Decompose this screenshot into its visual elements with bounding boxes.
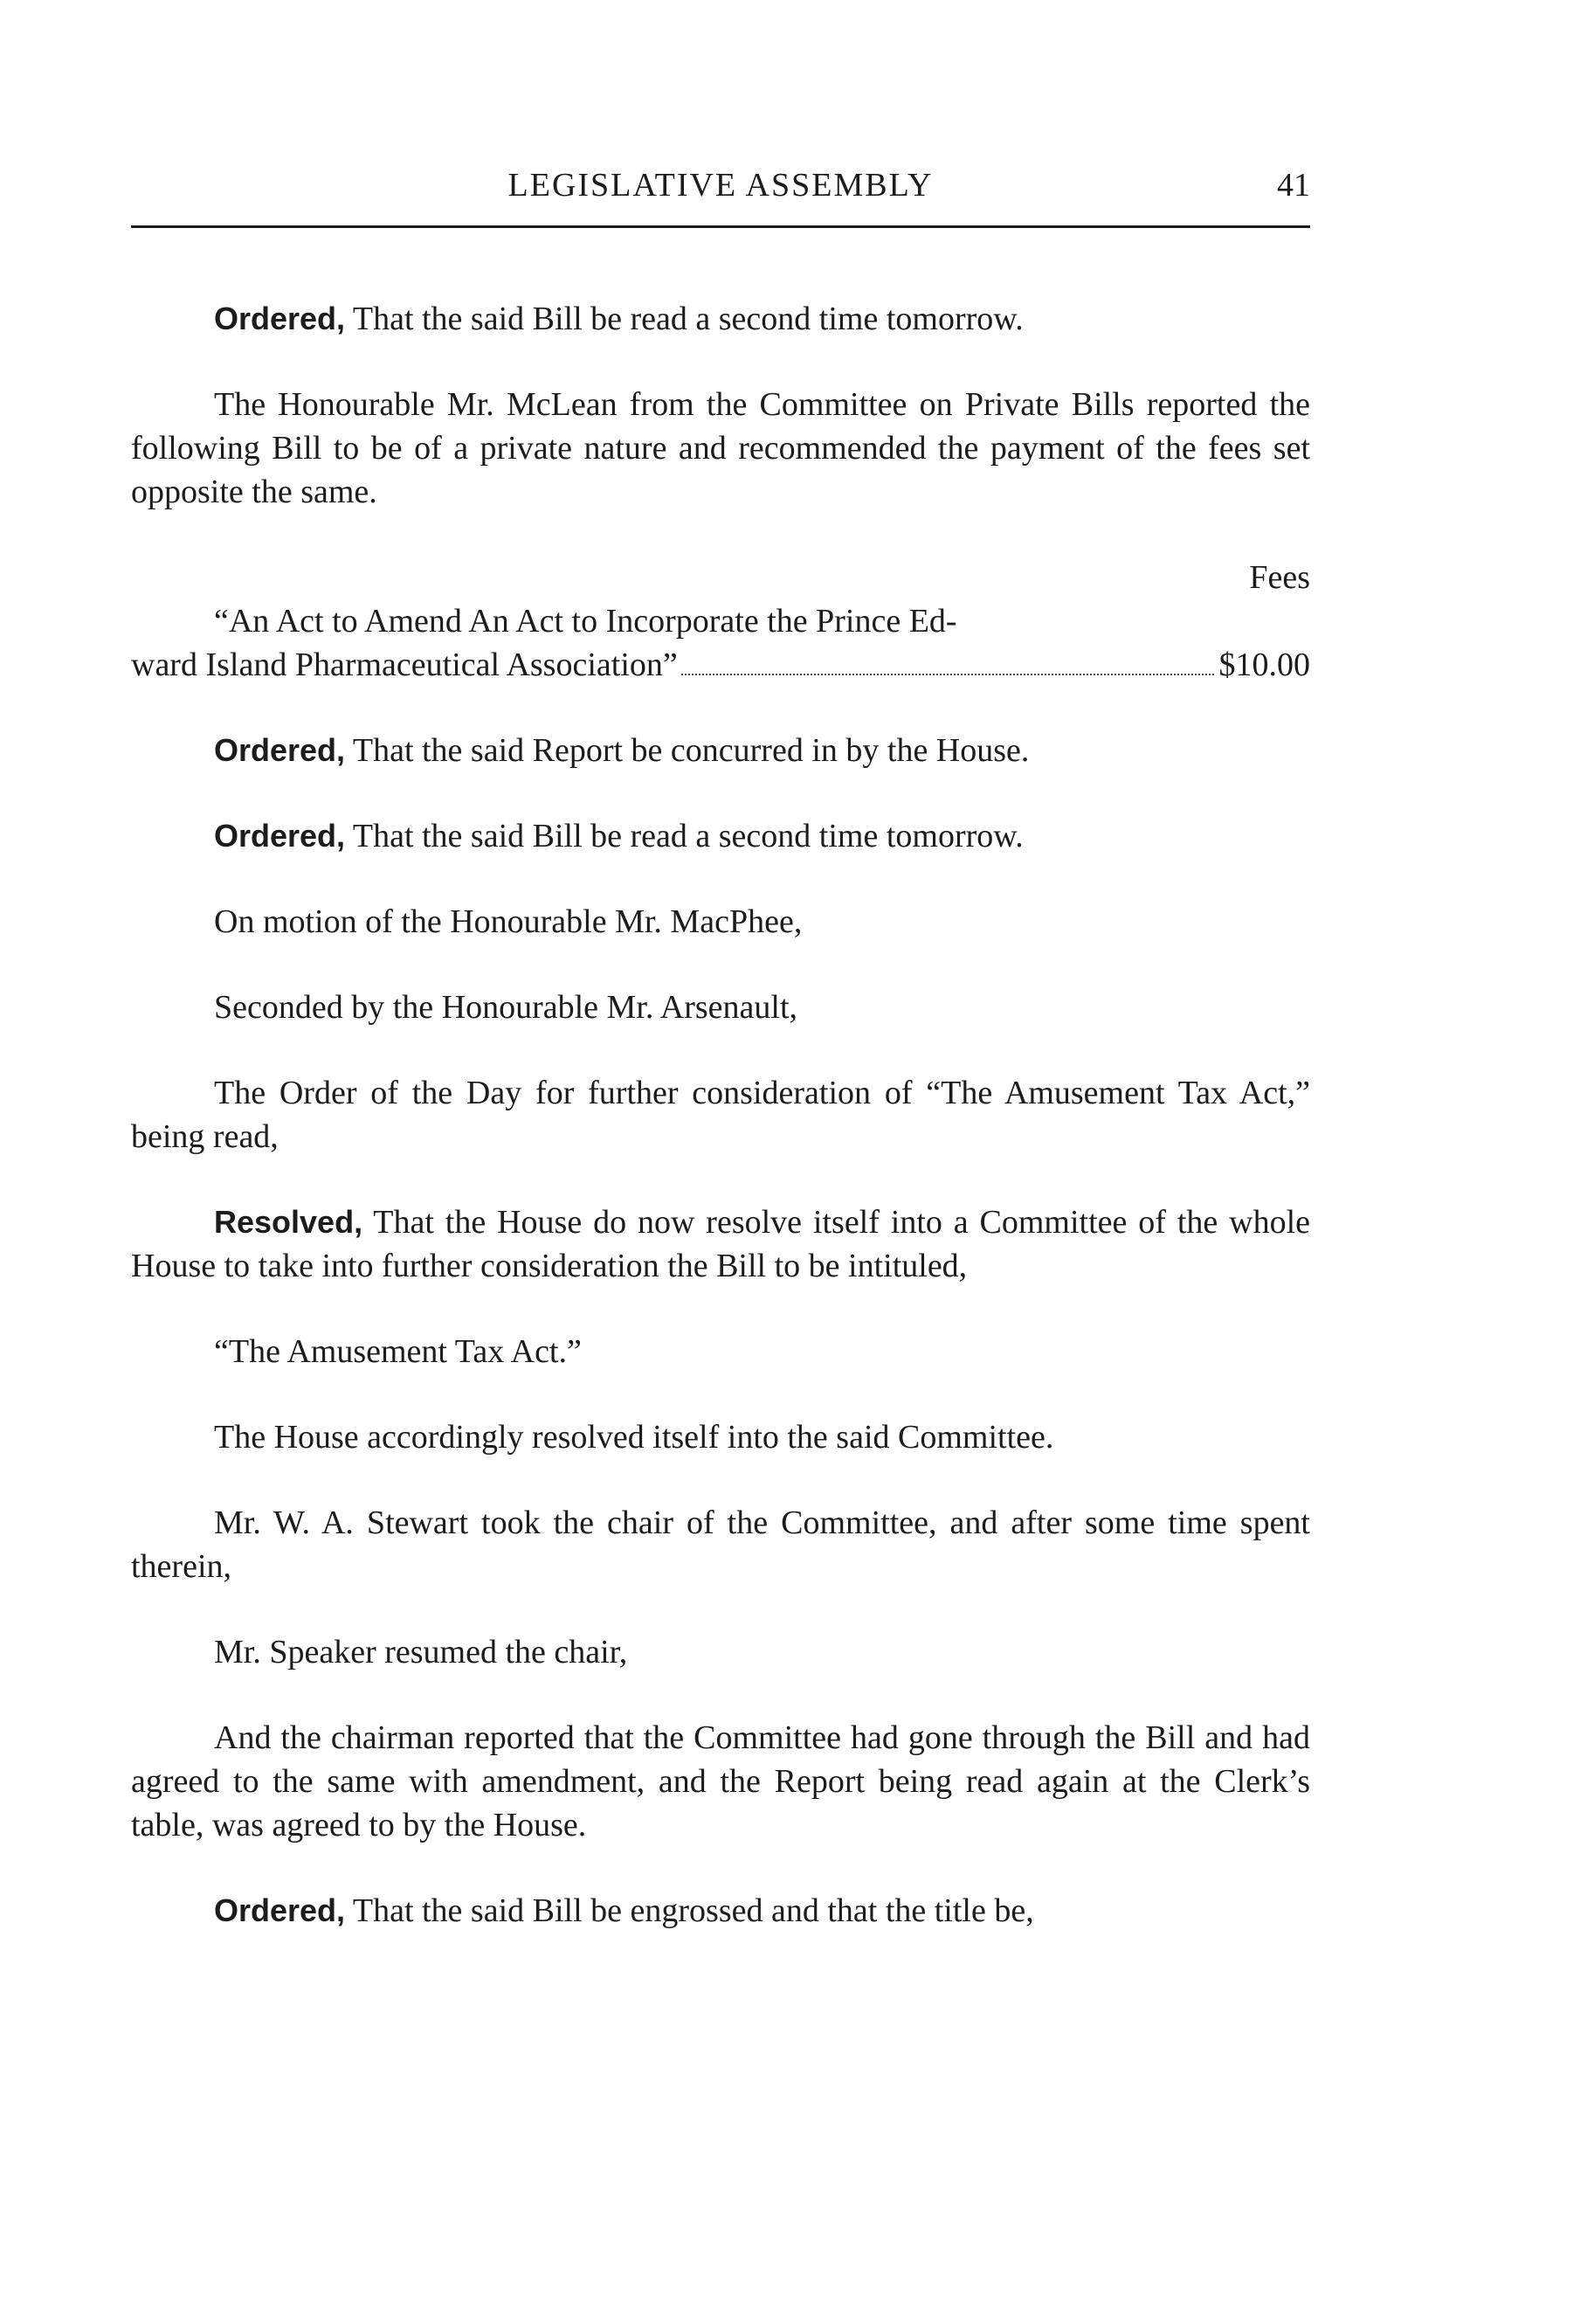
running-header — [131, 166, 1310, 218]
paragraph-seconded — [131, 986, 1310, 1029]
paragraph-lead: Ordered, — [214, 301, 346, 336]
paragraph-text: On motion of the Honourable Mr. MacPhee, — [214, 903, 803, 940]
paragraph-ordered-concurred — [131, 729, 1310, 772]
paragraph-ordered-second-reading-2 — [131, 814, 1310, 858]
paragraph-committee-report — [131, 383, 1310, 514]
bill-fee-line — [131, 643, 1310, 687]
paragraph-text: That the said Bill be read a second time tomorrow. — [345, 818, 1024, 854]
paragraph-lead: Ordered, — [214, 818, 346, 854]
paragraph-text: The Order of the Day for further consideration of “The Amusement Tax Act,” being read, — [131, 1075, 1310, 1155]
paragraph-text: And the chairman reported that the Committee had gone through the Bill and had agreed to the same with amendment, and the Report being read again at the Clerk’s table, was agreed to by the House. — [131, 1719, 1310, 1843]
paragraph-ordered-engrossed — [131, 1889, 1310, 1933]
paragraph-lead: Ordered, — [214, 1892, 346, 1928]
paragraph-text: Mr. Speaker resumed the chair, — [214, 1634, 628, 1670]
paragraph-text: That the said Bill be engrossed and that the title be, — [345, 1892, 1034, 1929]
fee-amount: $10.00 — [1218, 647, 1310, 683]
bill-title-continued: ward Island Pharmaceutical Association” — [131, 647, 678, 683]
bill-title-line: “An Act to Amend An Act to Incorporate the Prince Ed- — [214, 603, 957, 640]
paragraph-house-resolved — [131, 1415, 1310, 1459]
paragraph-text: That the said Report be concurred in by the House. — [345, 732, 1030, 769]
paragraph-lead: Ordered, — [214, 732, 346, 768]
paragraph-lead: Resolved, — [214, 1204, 363, 1240]
paragraph-act-title — [131, 1330, 1310, 1373]
paragraph-motion — [131, 900, 1310, 944]
paragraph-speaker-resumed — [131, 1630, 1310, 1674]
paragraph-chair-taken — [131, 1501, 1310, 1588]
page-body — [131, 297, 1310, 1933]
paragraph-text: Mr. W. A. Stewart took the chair of the Committee, and after some time spent therein, — [131, 1504, 1310, 1585]
paragraph-resolved — [131, 1200, 1310, 1288]
paragraph-text: Seconded by the Honourable Mr. Arsenault, — [214, 989, 798, 1026]
paragraph-text: “The Amusement Tax Act.” — [214, 1333, 582, 1370]
paragraph-text: That the said Bill be read a second time tomorrow. — [345, 301, 1024, 337]
page-number: 41 — [1277, 167, 1310, 204]
dot-leader — [681, 673, 1214, 675]
header-title: LEGISLATIVE ASSEMBLY — [507, 167, 934, 204]
paragraph-ordered-second-reading — [131, 297, 1310, 341]
paragraph-text: The House accordingly resolved itself into the said Committee. — [214, 1419, 1054, 1456]
paragraph-chairman-reported — [131, 1716, 1310, 1847]
paragraph-order-of-day — [131, 1071, 1310, 1159]
fees-column-label: Fees — [1249, 559, 1310, 596]
header-rule — [131, 225, 1310, 228]
paragraph-text: The Honourable Mr. McLean from the Committee on Private Bills reported the following Bill to be of a private nature and recommended the payment of the fees set opposite the same. — [131, 386, 1310, 510]
paragraph-text: That the House do now resolve itself into a Committee of the whole House to take into further consideration the Bill to be intituled, — [131, 1204, 1310, 1284]
